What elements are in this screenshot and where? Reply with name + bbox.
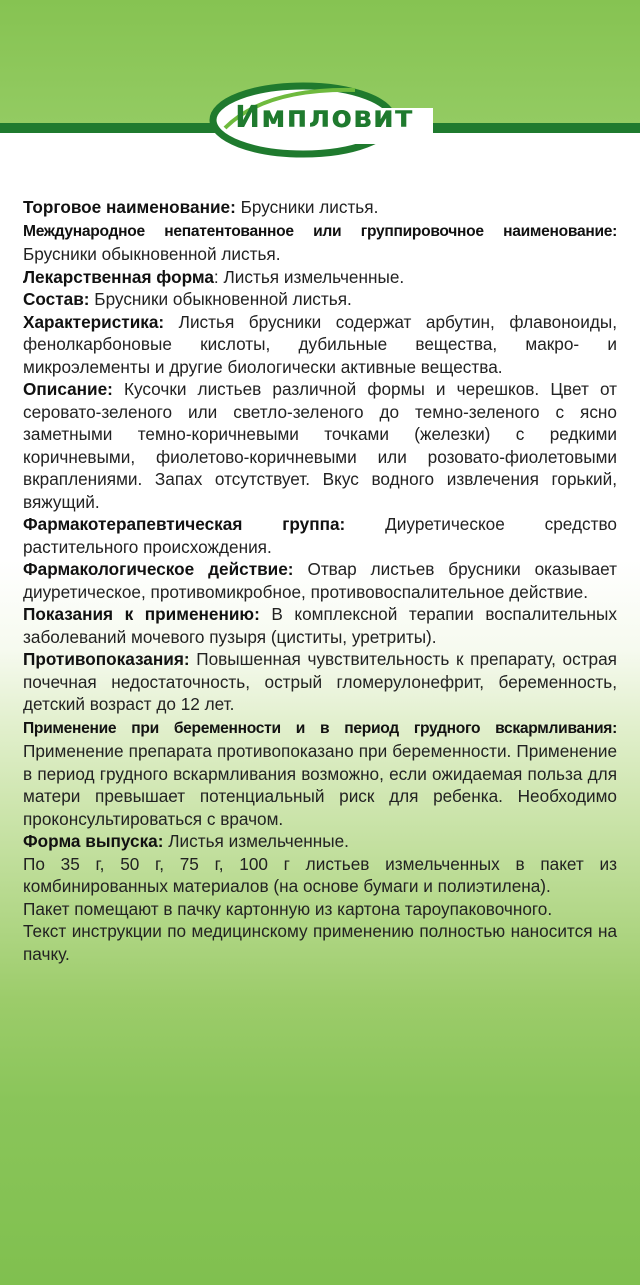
section-release-form: Форма выпуска: Листья измельченные. <box>23 831 349 851</box>
section-trade-name: Торговое наименование: Брусники листья. <box>23 197 379 217</box>
section-description: Описание: Кусочки листьев различной формы и черешков. Цвет от серовато-зеленого или светло-зеленого до темно-зеленого с ясно заметными темно-коричневыми точками (железки) с редкими коричневыми, фиолетово-коричневыми или розовато-фиолетовыми вкраплениями. Запах отсутствует. Вкус водного извлечения горький, вяжущий. <box>23 379 617 512</box>
logo-text: Импловит <box>235 100 414 135</box>
section-characteristics: Характеристика: Листья брусники содержат арбутин, флавоноиды, фенолкарбоновые кислоты, дубильные вещества, макро- и микроэлементы и другие биологически активные вещества. <box>23 311 617 377</box>
instruction-text <box>23 196 617 965</box>
section-composition: Состав: Брусники обыкновенной листья. <box>23 289 352 309</box>
section-pregnancy: Применение при беременности и в период грудного вскармливания: Применение препарата противопоказано при беременности. Применение в период грудного вскармливания возможно, если ожидаемая польза для матери превышает потенциальный риск для ребенка. Необходимо проконсультироваться с врачом. <box>23 719 617 829</box>
packaging-line: По 35 г, 50 г, 75 г, 100 г листьев измельченных в пакет из комбинированных материалов (на основе бумаги и полиэтилена). <box>23 853 617 896</box>
section-inn: Международное непатентованное или группировочное наименование: Брусники обыкновенной листья. <box>23 222 617 264</box>
packaging-line: Текст инструкции по медицинскому применению полностью наносится на пачку. <box>23 921 617 964</box>
section-contraindications: Противопоказания: Повышенная чувствительность к препарату, острая почечная недостаточность, острый гломерулонефрит, беременность, детский возраст до 12 лет. <box>23 649 617 714</box>
packaging-line: Пакет помещают в пачку картонную из картона тароупаковочного. <box>23 898 553 919</box>
section-dosage-form: Лекарственная форма: Листья измельченные. <box>23 266 405 287</box>
section-pharmacotherapeutic-group: Фармакотерапевтическая группа: Диуретическое средство растительного происхождения. <box>23 514 617 557</box>
section-indications: Показания к применению: В комплексной терапии воспалительных заболеваний мочевого пузыря (циститы, уретриты). <box>23 604 617 647</box>
brand-logo <box>205 80 435 160</box>
section-pharmacological-action: Фармакологическое действие: Отвар листьев брусники оказывает диуретическое, противомикробное, противовоспалительное действие. <box>23 559 618 602</box>
